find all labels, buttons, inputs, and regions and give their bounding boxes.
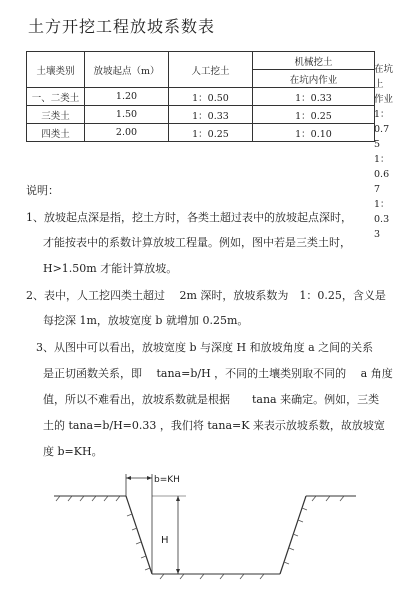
note-line: 土的 tana=b/H=0.33 ，我们将 tana=K 来表示放坡系数，故放坡宽 xyxy=(43,419,385,432)
slope-coefficient-table xyxy=(26,51,375,142)
overflow-line: 3 xyxy=(374,229,381,240)
note-line: 3、从图中可以看出，放坡宽度 b 与深度 H 和放坡角度 a 之间的关系 xyxy=(36,341,374,354)
cell-machine: 1：0.10 xyxy=(253,124,375,142)
header-manual: 人工挖土 xyxy=(169,52,253,88)
cell-manual: 1：0.25 xyxy=(169,124,253,142)
header-machine: 机械挖土 xyxy=(253,52,375,70)
note-line: 才能按表中的系数计算放坡工程量。例如，图中若是三类土时， xyxy=(43,236,351,249)
cell-manual: 1：0.50 xyxy=(169,88,253,106)
note-line: 1、放坡起点深是指，挖土方时，各类土超过表中的放坡起点深时， xyxy=(26,211,352,224)
overflow-line: 1：0.3 xyxy=(374,199,390,225)
header-soil-type: 土壤类别 xyxy=(27,52,85,88)
cell-machine: 1：0.33 xyxy=(253,88,375,106)
left-slope-line xyxy=(126,496,152,574)
cell-start: 1.50 xyxy=(85,106,169,124)
overflow-line: 1：0.7 xyxy=(374,109,390,135)
cell-manual: 1：0.33 xyxy=(169,106,253,124)
cell-start: 1.20 xyxy=(85,88,169,106)
notes-heading: 说明： xyxy=(26,184,59,197)
overflow-line: 1：0.6 xyxy=(374,154,390,180)
table-row xyxy=(27,88,375,106)
note-line: 2、表中，人工挖四类土超过 2m 深时，放坡系数为 1：0.25，含义是 xyxy=(26,289,386,302)
note-line: H>1.50m 才能计算放坡。 xyxy=(43,262,178,275)
cell-soil: 一、二类土 xyxy=(27,88,85,106)
table-overflow-column xyxy=(374,62,400,242)
table-header-row xyxy=(27,52,375,70)
overflow-line: 5 xyxy=(374,139,381,150)
excavation-slope-diagram xyxy=(40,468,360,603)
b-arrow-left xyxy=(126,476,131,480)
h-arrow-bottom xyxy=(176,569,180,574)
header-in-pit: 在坑内作业 xyxy=(253,70,375,88)
table-row xyxy=(27,124,375,142)
overflow-line: 7 xyxy=(374,184,381,195)
overflow-line: 在坑上 xyxy=(374,64,394,90)
header-start-depth: 放坡起点（m） xyxy=(85,52,169,88)
note-line: 每挖深 1m，放坡宽度 b 就增加 0.25m。 xyxy=(43,314,249,327)
note-line: 是正切函数关系，即 tana=b/H ，不同的土壤类别取不同的 a 角度 xyxy=(43,367,393,380)
h-dimension-label: H xyxy=(161,535,169,546)
page-title: 土方开挖工程放坡系数表 xyxy=(28,17,216,36)
cell-start: 2.00 xyxy=(85,124,169,142)
note-line: 度 b=KH。 xyxy=(43,445,103,458)
cell-soil: 三类土 xyxy=(27,106,85,124)
overflow-line: 作业 xyxy=(374,94,394,105)
cell-soil: 四类土 xyxy=(27,124,85,142)
cell-machine: 1：0.25 xyxy=(253,106,375,124)
table-row xyxy=(27,106,375,124)
b-arrow-right xyxy=(147,476,152,480)
soil-hatching xyxy=(56,496,344,579)
note-line: 值，所以不难看出，放坡系数就是根据 tana 来确定。例如，三类 xyxy=(43,393,380,406)
b-dimension-label: b=KH xyxy=(154,475,180,485)
h-arrow-top xyxy=(176,496,180,501)
